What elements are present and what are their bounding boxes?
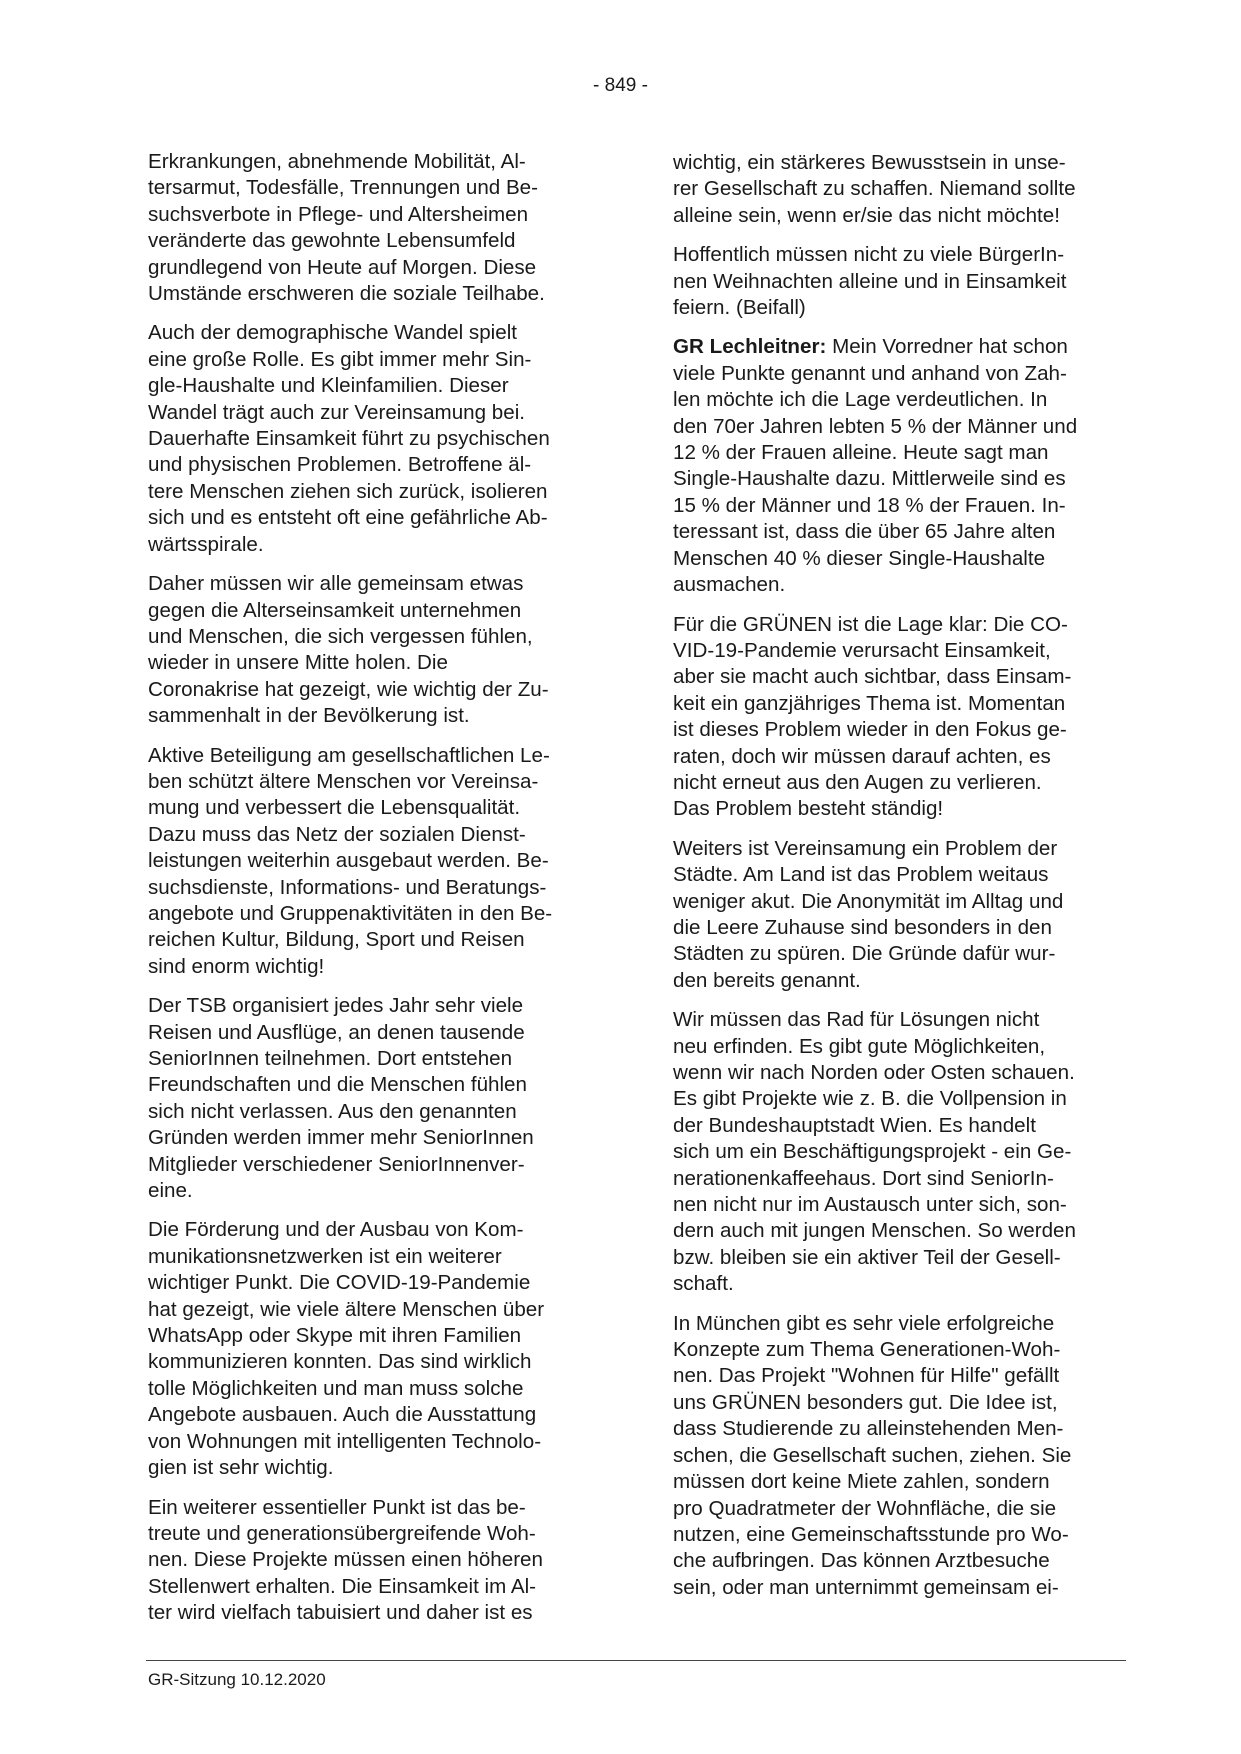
text-line: nen Weihnachten alleine und in Einsamkeit bbox=[673, 269, 1067, 293]
text-line: wenn wir nach Norden oder Osten schauen. bbox=[673, 1061, 1075, 1084]
text-line: eine. bbox=[148, 1179, 193, 1203]
text-line: 15 % der Männer und 18 % der Frauen. In- bbox=[673, 493, 1066, 517]
text-line: suchsdienste, Informations- und Beratungs- bbox=[148, 875, 547, 899]
text-line: alleine sein, wenn er/sie das nicht möchte! bbox=[673, 203, 1060, 227]
text-line: den bereits genannt. bbox=[673, 968, 861, 992]
paragraph bbox=[148, 320, 608, 558]
text-line: che aufbringen. Das können Arztbesuche bbox=[673, 1549, 1050, 1573]
text-line: Hoffentlich müssen nicht zu viele BürgerIn- bbox=[673, 243, 1065, 267]
text-line: Dazu muss das Netz der sozialen Dienst- bbox=[148, 822, 526, 846]
text-line: viele Punkte genannt und anhand von Zah- bbox=[673, 361, 1067, 385]
text-line: Städte. Am Land ist das Problem weitaus bbox=[673, 863, 1049, 887]
text-line: wichtig, ein stärkeres Bewusstsein in unse- bbox=[673, 151, 1066, 174]
text-line: feiern. (Beifall) bbox=[673, 296, 806, 320]
text-line: Umstände erschweren die soziale Teilhabe. bbox=[148, 282, 545, 306]
text-line: Das Problem besteht ständig! bbox=[673, 797, 944, 821]
speaker-name: GR Lechleitner: bbox=[673, 335, 827, 359]
text-line: den 70er Jahren lebten 5 % der Männer und bbox=[673, 414, 1078, 438]
text-line: teressant ist, dass die über 65 Jahre alten bbox=[673, 520, 1056, 544]
footer-session-date: GR-Sitzung 10.12.2020 bbox=[148, 1670, 326, 1689]
text-line: Reisen und Ausflüge, an denen tausende bbox=[148, 1020, 525, 1044]
paragraph bbox=[673, 1311, 1133, 1601]
text-line: wieder in unsere Mitte holen. Die bbox=[148, 651, 448, 675]
text-line: angebote und Gruppenaktivitäten in den Be- bbox=[148, 901, 553, 925]
text-line: von Wohnungen mit intelligenten Technolo- bbox=[148, 1429, 542, 1453]
paragraph bbox=[673, 150, 1133, 229]
text-line: ausmachen. bbox=[673, 573, 786, 597]
text-line: dass Studierende zu alleinstehenden Men- bbox=[673, 1417, 1064, 1441]
text-line: grundlegend von Heute auf Morgen. Diese bbox=[148, 255, 537, 279]
text-line: dern auch mit jungen Menschen. So werden bbox=[673, 1219, 1076, 1243]
text-line: Erkrankungen, abnehmende Mobilität, Al- bbox=[148, 150, 526, 173]
text-line: sich nicht verlassen. Aus den genannten bbox=[148, 1099, 517, 1123]
text-line: Wandel trägt auch zur Vereinsamung bei. bbox=[148, 400, 526, 424]
text-line: Ein weiterer essentieller Punkt ist das be- bbox=[148, 1495, 526, 1519]
right-column bbox=[673, 149, 1133, 1614]
text-line: SeniorInnen teilnehmen. Dort entstehen bbox=[148, 1047, 513, 1070]
text-line: neu erfinden. Es gibt gute Möglichkeiten, bbox=[673, 1034, 1046, 1058]
paragraph bbox=[673, 612, 1133, 823]
text-line: Konzepte zum Thema Generationen-Woh- bbox=[673, 1338, 1061, 1362]
paragraph bbox=[148, 743, 608, 981]
text-line: gegen die Alterseinsamkeit unternehmen bbox=[148, 598, 522, 622]
paragraph bbox=[673, 242, 1133, 321]
text-line: Der TSB organisiert jedes Jahr sehr viele bbox=[148, 994, 524, 1018]
text-line: Coronakrise hat gezeigt, wie wichtig der Zu- bbox=[148, 677, 549, 701]
text-line: sich um ein Beschäftigungsprojekt - ein Ge- bbox=[673, 1140, 1072, 1164]
text-line: treute und generationsübergreifende Woh- bbox=[148, 1521, 536, 1545]
text-line: suchsverbote in Pflege- und Altersheimen bbox=[148, 202, 529, 226]
text-line: ben schützt ältere Menschen vor Vereinsa- bbox=[148, 769, 539, 793]
paragraph bbox=[673, 836, 1133, 994]
text-line: len möchte ich die Lage verdeutlichen. In bbox=[673, 388, 1048, 412]
speaker-text: Mein Vorredner hat schon bbox=[826, 335, 1068, 359]
text-line: Aktive Beteiligung am gesellschaftlichen Le- bbox=[148, 743, 550, 767]
text-line: die Leere Zuhause sind besonders in den bbox=[673, 915, 1052, 939]
text-line: ist dieses Problem wieder in den Fokus ge- bbox=[673, 718, 1067, 742]
text-line: Weiters ist Vereinsamung ein Problem der bbox=[673, 836, 1058, 860]
text-line: leistungen weiterhin ausgebaut werden. Be- bbox=[148, 849, 549, 873]
text-line: reichen Kultur, Bildung, Sport und Reisen bbox=[148, 928, 525, 952]
text-line: Für die GRÜNEN ist die Lage klar: Die CO- bbox=[673, 612, 1068, 636]
text-line: nerationenkaffeehaus. Dort sind SeniorIn- bbox=[673, 1166, 1054, 1190]
text-line: schen, die Gesellschaft suchen, ziehen. Sie bbox=[673, 1443, 1072, 1467]
paragraph bbox=[148, 1217, 608, 1481]
text-line: aber sie macht auch sichtbar, dass Einsam- bbox=[673, 665, 1072, 689]
text-line: Auch der demographische Wandel spielt bbox=[148, 321, 517, 345]
left-column bbox=[148, 149, 608, 1640]
text-line: Single-Haushalte dazu. Mittlerweile sind es bbox=[673, 467, 1066, 491]
text-line: gle-Haushalte und Kleinfamilien. Dieser bbox=[148, 374, 509, 398]
text-line: eine große Rolle. Es gibt immer mehr Sin- bbox=[148, 347, 532, 371]
text-line bbox=[673, 334, 1133, 360]
text-line: Menschen 40 % dieser Single-Haushalte bbox=[673, 546, 1046, 570]
paragraph bbox=[148, 571, 608, 729]
text-line: sind enorm wichtig! bbox=[148, 954, 325, 978]
text-line: munikationsnetzwerken ist ein weiterer bbox=[148, 1244, 502, 1268]
text-line: kommunizieren konnten. Das sind wirklich bbox=[148, 1350, 532, 1374]
text-line: wärtsspirale. bbox=[148, 532, 264, 556]
text-line: Stellenwert erhalten. Die Einsamkeit im Al- bbox=[148, 1574, 537, 1598]
paragraph bbox=[673, 1007, 1133, 1297]
paragraph bbox=[148, 1495, 608, 1627]
paragraph bbox=[148, 149, 608, 307]
text-line: weniger akut. Die Anonymität im Alltag und bbox=[673, 889, 1064, 913]
text-line: nen. Das Projekt "Wohnen für Hilfe" gefällt bbox=[673, 1364, 1060, 1388]
text-line: 12 % der Frauen alleine. Heute sagt man bbox=[673, 441, 1049, 465]
text-line: und Menschen, die sich vergessen fühlen, bbox=[148, 624, 533, 648]
text-line: WhatsApp oder Skype mit ihren Familien bbox=[148, 1324, 522, 1348]
text-line: gien ist sehr wichtig. bbox=[148, 1456, 334, 1480]
text-line: müssen dort keine Miete zahlen, sondern bbox=[673, 1470, 1050, 1494]
text-line: veränderte das gewohnte Lebensumfeld bbox=[148, 229, 516, 253]
text-line: VID-19-Pandemie verursacht Einsamkeit, bbox=[673, 638, 1051, 662]
text-line: mung und verbessert die Lebensqualität. bbox=[148, 796, 521, 820]
text-line: nutzen, eine Gemeinschaftsstunde pro Wo- bbox=[673, 1522, 1069, 1546]
text-line: wichtiger Punkt. Die COVID-19-Pandemie bbox=[148, 1271, 531, 1295]
text-line: Es gibt Projekte wie z. B. die Vollpension in bbox=[673, 1087, 1067, 1111]
text-line: nen nicht nur im Austausch unter sich, son- bbox=[673, 1193, 1067, 1217]
text-line: Freundschaften und die Menschen fühlen bbox=[148, 1073, 527, 1097]
text-line: bzw. bleiben sie ein aktiver Teil der Gesell- bbox=[673, 1245, 1061, 1269]
text-line: Die Förderung und der Ausbau von Kom- bbox=[148, 1218, 524, 1242]
text-line: tere Menschen ziehen sich zurück, isolieren bbox=[148, 479, 548, 503]
text-line: nen. Diese Projekte müssen einen höheren bbox=[148, 1548, 543, 1572]
text-line: rer Gesellschaft zu schaffen. Niemand sollte bbox=[673, 177, 1076, 201]
text-line: nicht erneut aus den Augen zu verlieren. bbox=[673, 770, 1042, 794]
text-line: In München gibt es sehr viele erfolgreiche bbox=[673, 1311, 1055, 1335]
text-line: Angebote ausbauen. Auch die Ausstattung bbox=[148, 1403, 537, 1427]
text-line: hat gezeigt, wie viele ältere Menschen über bbox=[148, 1297, 545, 1321]
text-line: keit ein ganzjähriges Thema ist. Momentan bbox=[673, 691, 1066, 715]
paragraph bbox=[148, 993, 608, 1204]
text-line: uns GRÜNEN besonders gut. Die Idee ist, bbox=[673, 1390, 1058, 1414]
text-line: raten, doch wir müssen darauf achten, es bbox=[673, 744, 1051, 768]
text-line: sein, oder man unternimmt gemeinsam ei- bbox=[673, 1575, 1059, 1599]
text-line: tolle Möglichkeiten und man muss solche bbox=[148, 1376, 524, 1400]
text-line: tersarmut, Todesfälle, Trennungen und Be- bbox=[148, 176, 538, 200]
text-line: Dauerhafte Einsamkeit führt zu psychischen bbox=[148, 427, 550, 451]
text-line: pro Quadratmeter der Wohnfläche, die sie bbox=[673, 1496, 1057, 1520]
text-line: Daher müssen wir alle gemeinsam etwas bbox=[148, 572, 524, 596]
page-number: - 849 - bbox=[593, 75, 648, 96]
text-line: der Bundeshauptstadt Wien. Es handelt bbox=[673, 1113, 1036, 1137]
text-line: Gründen werden immer mehr SeniorInnen bbox=[148, 1126, 534, 1150]
text-line: Mitglieder verschiedener SeniorInnenver- bbox=[148, 1152, 525, 1176]
text-line: sammenhalt in der Bevölkerung ist. bbox=[148, 704, 470, 728]
text-line: ter wird vielfach tabuisiert und daher ist es bbox=[148, 1601, 533, 1625]
footer-divider bbox=[146, 1660, 1126, 1661]
text-line: Städten zu spüren. Die Gründe dafür wur- bbox=[673, 942, 1056, 966]
speaker-paragraph bbox=[673, 334, 1133, 598]
text-line: und physischen Problemen. Betroffene äl- bbox=[148, 453, 532, 477]
text-line: Wir müssen das Rad für Lösungen nicht bbox=[673, 1008, 1040, 1032]
text-line: schaft. bbox=[673, 1272, 734, 1296]
text-line: sich und es entsteht oft eine gefährliche Ab- bbox=[148, 506, 548, 530]
